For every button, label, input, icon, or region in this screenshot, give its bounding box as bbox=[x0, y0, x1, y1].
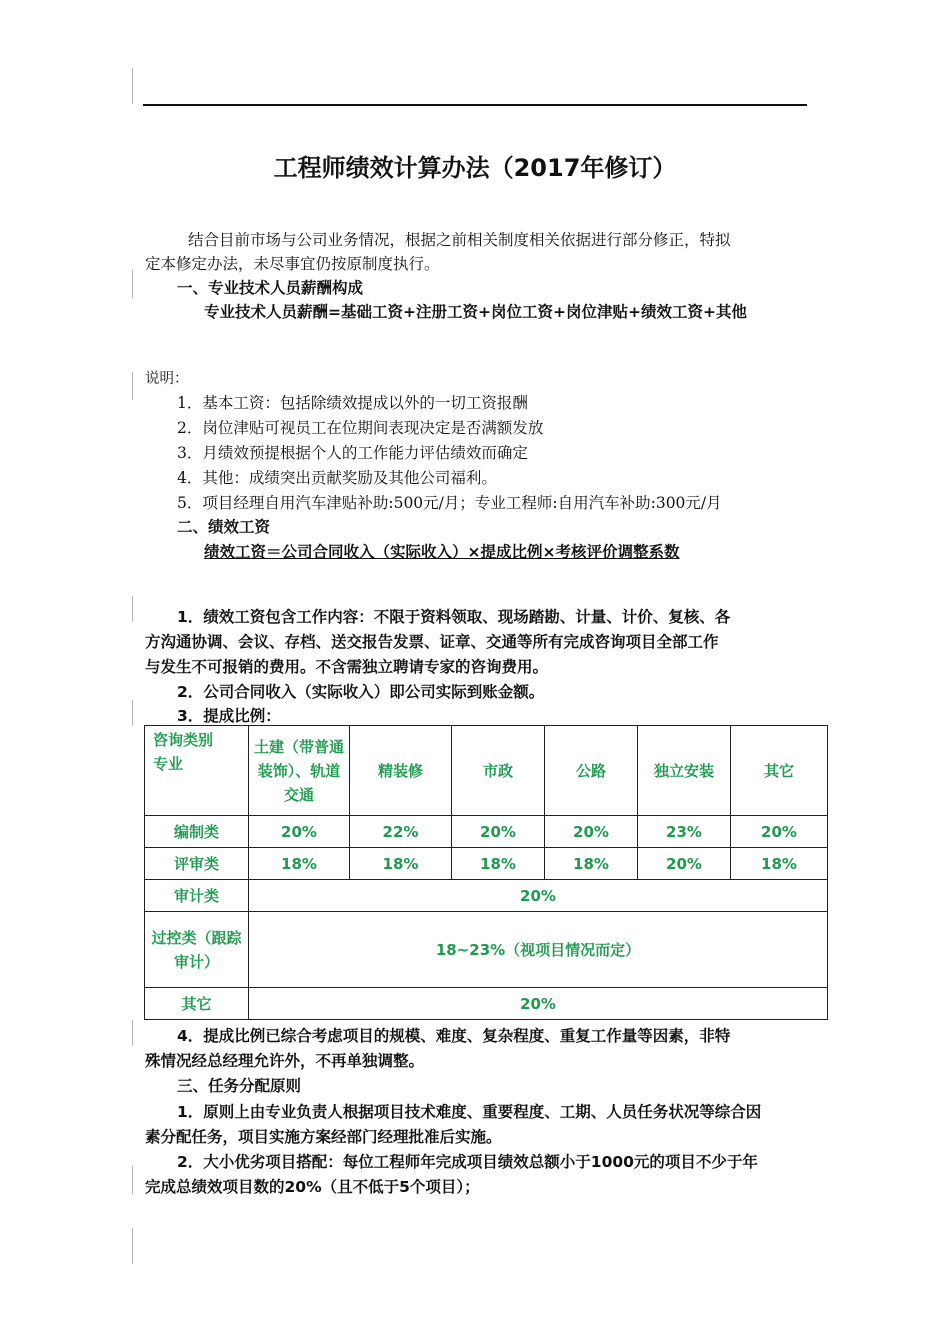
column-header: 土建（带普通装饰）、轨道交通 bbox=[249, 726, 350, 816]
table-cell: 18% bbox=[452, 848, 545, 880]
table-corner-cell bbox=[145, 726, 249, 816]
section2-paragraph-line: 2．公司合同收入（实际收入）即公司实际到账金额。 bbox=[177, 683, 545, 701]
table-row bbox=[145, 880, 828, 912]
table-row bbox=[145, 816, 828, 848]
note-item: 5．项目经理自用汽车津贴补助:500元/月；专业工程师:自用汽车补助:300元/月 bbox=[177, 494, 722, 512]
section3-paragraph-line: 2．大小优劣项目搭配：每位工程师年完成项目绩效总额小于1000元的项目不少于年 bbox=[177, 1153, 758, 1171]
table-cell: 18% bbox=[350, 848, 452, 880]
margin-mark bbox=[132, 1020, 133, 1046]
table-cell: 20% bbox=[249, 880, 828, 912]
margin-mark bbox=[132, 372, 133, 400]
row-label: 评审类 bbox=[145, 848, 249, 880]
section1-heading: 一、专业技术人员薪酬构成 bbox=[177, 279, 364, 297]
salary-formula: 专业技术人员薪酬=基础工资+注册工资+岗位工资+岗位津贴+绩效工资+其他 bbox=[204, 303, 747, 321]
table-row bbox=[145, 988, 828, 1020]
column-header: 精装修 bbox=[350, 726, 452, 816]
table-cell: 20% bbox=[545, 816, 638, 848]
column-header: 公路 bbox=[545, 726, 638, 816]
table-cell: 18% bbox=[545, 848, 638, 880]
corner-label-major: 专业 bbox=[153, 755, 184, 773]
margin-mark bbox=[132, 1166, 133, 1194]
table-cell: 18% bbox=[249, 848, 350, 880]
table-row bbox=[145, 848, 828, 880]
section2-paragraph-line: 4．提成比例已综合考虑项目的规模、难度、复杂程度、重复工作量等因素，非特 bbox=[177, 1027, 731, 1045]
note-item: 2．岗位津贴可视员工在位期间表现决定是否满额发放 bbox=[177, 419, 544, 437]
table-header-row bbox=[145, 726, 828, 816]
table-cell: 20% bbox=[638, 848, 731, 880]
section2-paragraph-line: 殊情况经总经理允许外，不再单独调整。 bbox=[145, 1052, 425, 1070]
note-item: 3．月绩效预提根据个人的工作能力评估绩效而确定 bbox=[177, 444, 528, 462]
commission-rate-table bbox=[144, 725, 828, 1020]
section2-paragraph-line: 1．绩效工资包含工作内容：不限于资料领取、现场踏勘、计量、计价、复核、各 bbox=[177, 608, 731, 626]
table-cell: 20% bbox=[249, 816, 350, 848]
note-item: 4．其他：成绩突出贡献奖励及其他公司福利。 bbox=[177, 469, 497, 487]
row-label: 其它 bbox=[145, 988, 249, 1020]
intro-paragraph-line: 定本修定办法，未尽事宜仍按原制度执行。 bbox=[145, 255, 440, 273]
margin-mark bbox=[132, 68, 133, 104]
table-cell: 23% bbox=[638, 816, 731, 848]
margin-mark bbox=[132, 1228, 133, 1264]
section3-paragraph-line: 完成总绩效项目数的20%（且不低于5个项目）； bbox=[145, 1178, 480, 1196]
margin-mark bbox=[132, 700, 133, 726]
column-header: 其它 bbox=[731, 726, 828, 816]
section2-paragraph-line: 3．提成比例： bbox=[177, 707, 281, 725]
table-cell: 20% bbox=[452, 816, 545, 848]
table-cell: 20% bbox=[249, 988, 828, 1020]
table-row bbox=[145, 912, 828, 988]
table-cell: 20% bbox=[731, 816, 828, 848]
section2-heading: 二、绩效工资 bbox=[177, 518, 271, 536]
row-label: 过控类（跟踪审计） bbox=[145, 912, 249, 988]
section2-paragraph-line: 方沟通协调、会议、存档、送交报告发票、证章、交通等所有完成咨询项目全部工作 bbox=[145, 633, 719, 651]
row-label: 审计类 bbox=[145, 880, 249, 912]
section3-paragraph-line: 素分配任务，项目实施方案经部门经理批准后实施。 bbox=[145, 1128, 502, 1146]
corner-label-category: 咨询类别 bbox=[153, 731, 214, 749]
document-title: 工程师绩效计算办法（2017年修订） bbox=[273, 154, 677, 182]
intro-paragraph-line: 结合目前市场与公司业务情况，根据之前相关制度相关依据进行部分修正，特拟 bbox=[188, 231, 731, 249]
section3-heading: 三、任务分配原则 bbox=[177, 1077, 302, 1095]
section3-paragraph-line: 1．原则上由专业负责人根据项目技术难度、重要程度、工期、人员任务状况等综合因 bbox=[177, 1103, 762, 1121]
column-header: 独立安装 bbox=[638, 726, 731, 816]
column-header: 市政 bbox=[452, 726, 545, 816]
row-label: 编制类 bbox=[145, 816, 249, 848]
table-cell: 18% bbox=[731, 848, 828, 880]
performance-formula: 绩效工资＝公司合同收入（实际收入）×提成比例×考核评价调整系数 bbox=[204, 543, 680, 561]
margin-mark bbox=[132, 270, 133, 298]
table-cell: 18~23%（视项目情况而定） bbox=[249, 912, 828, 988]
table-cell: 22% bbox=[350, 816, 452, 848]
header-rule bbox=[143, 104, 807, 106]
section2-paragraph-line: 与发生不可报销的费用。不含需独立聘请专家的咨询费用。 bbox=[145, 658, 549, 676]
note-item: 1．基本工资：包括除绩效提成以外的一切工资报酬 bbox=[177, 394, 528, 412]
notes-label: 说明： bbox=[145, 371, 189, 387]
margin-mark bbox=[132, 596, 133, 622]
